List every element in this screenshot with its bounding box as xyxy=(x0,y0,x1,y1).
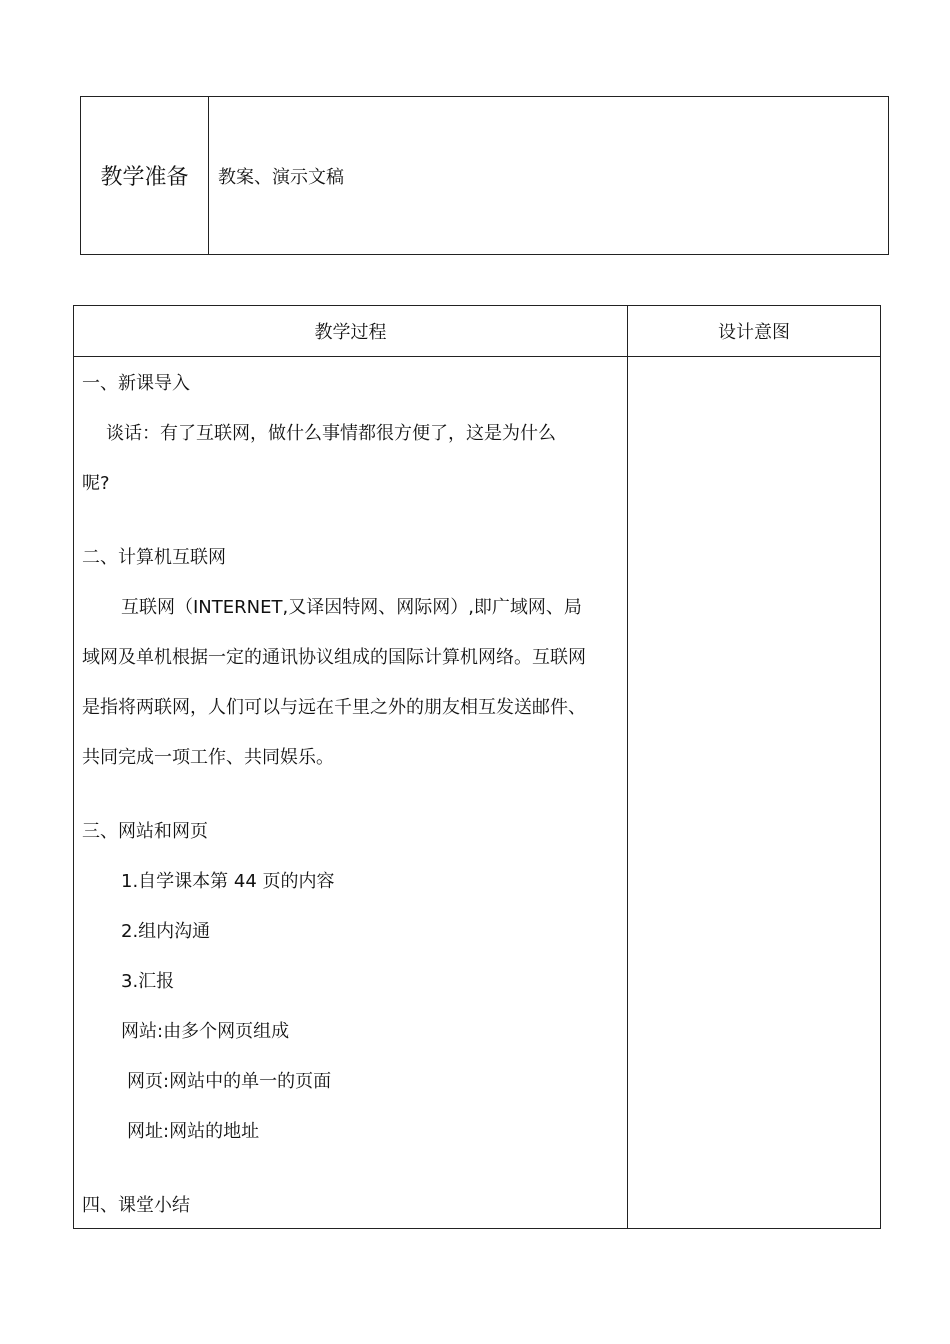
section-2-paragraph-line: 域网及单机根据一定的通讯协议组成的国际计算机网络。互联网 xyxy=(82,647,586,668)
process-table-body xyxy=(74,357,880,1228)
process-table-header xyxy=(74,306,880,357)
process-content-cell xyxy=(74,357,628,1228)
section-2-paragraph-line: 共同完成一项工作、共同娱乐。 xyxy=(82,747,334,768)
section-3-item: 3.汇报 xyxy=(121,971,175,992)
process-table xyxy=(73,305,881,1229)
section-3-title: 三、网站和网页 xyxy=(82,821,208,842)
section-1-title: 一、新课导入 xyxy=(82,373,190,394)
design-intent-column-header: 设计意图 xyxy=(718,322,790,343)
section-1-paragraph-line: 呢? xyxy=(82,473,110,494)
section-2-paragraph-line: 互联网（INTERNET,又译因特网、网际网）,即广域网、局 xyxy=(121,597,582,618)
section-3-item: 1.自学课本第 44 页的内容 xyxy=(121,871,335,892)
section-3-definition: 网页:网站中的单一的页面 xyxy=(127,1071,332,1092)
section-1-paragraph-line: 谈话：有了互联网，做什么事情都很方便了，这是为什么 xyxy=(106,423,556,444)
section-3-item: 2.组内沟通 xyxy=(121,921,211,942)
section-2-paragraph-line: 是指将两联网，人们可以与远在千里之外的朋友相互发送邮件、 xyxy=(82,697,586,718)
design-intent-cell xyxy=(628,357,880,1228)
section-4-title: 四、课堂小结 xyxy=(82,1195,190,1216)
section-2-title: 二、计算机互联网 xyxy=(82,547,226,568)
preparation-label: 教学准备 xyxy=(81,97,209,254)
section-3-definition: 网址:网站的地址 xyxy=(127,1121,260,1142)
preparation-content: 教案、演示文稿 xyxy=(218,166,344,188)
section-3-definition: 网站:由多个网页组成 xyxy=(121,1021,290,1042)
preparation-table xyxy=(80,96,889,255)
process-column-header: 教学过程 xyxy=(74,306,628,356)
